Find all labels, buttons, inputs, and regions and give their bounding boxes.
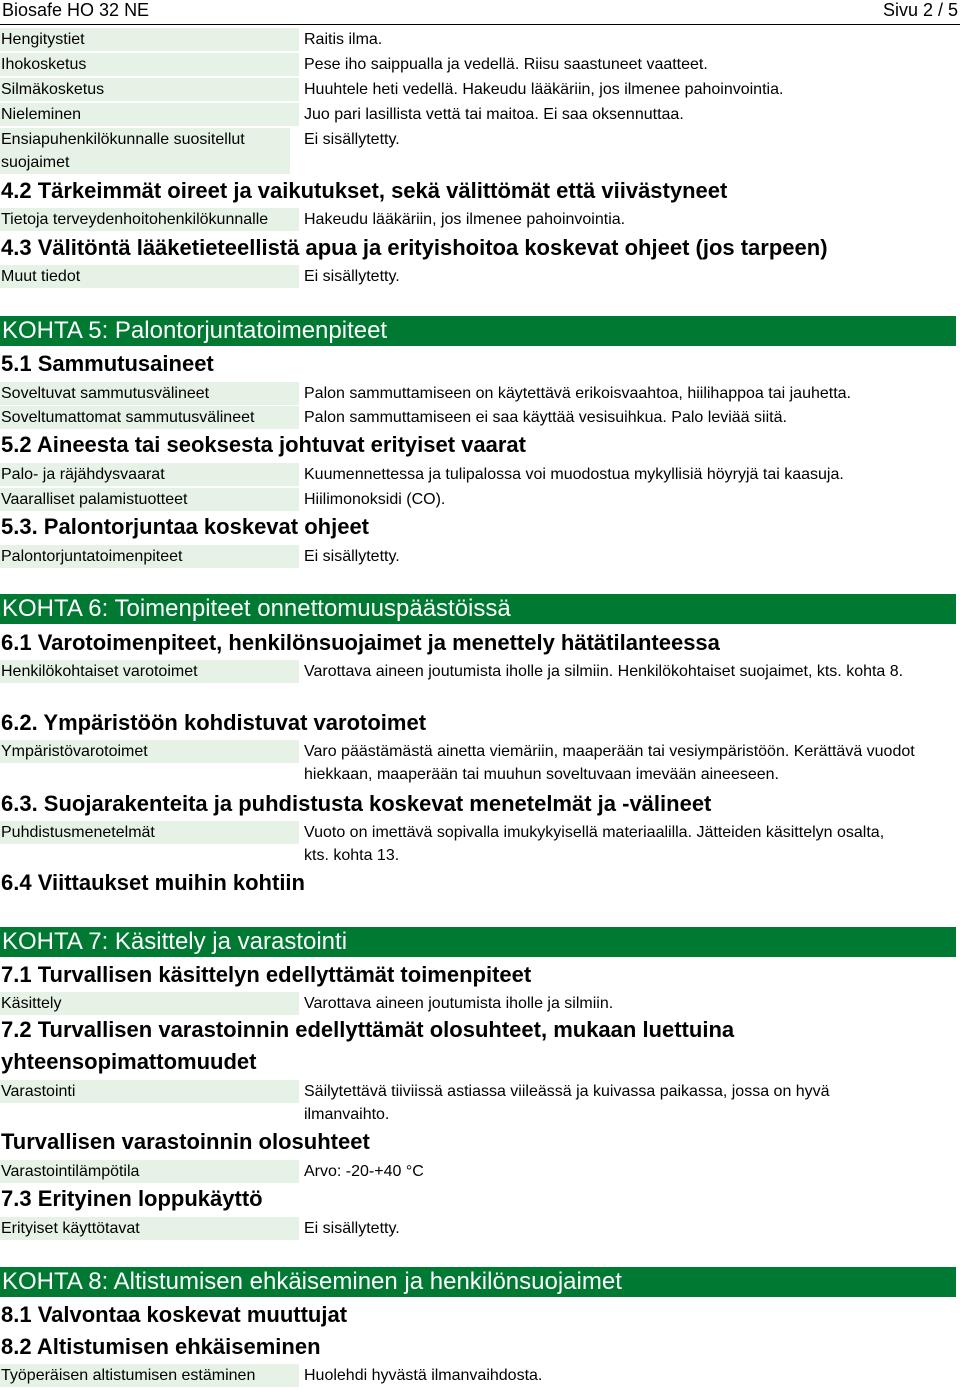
row-value: Juo pari lasillista vettä tai maitoa. Ei saa oksennuttaa. <box>304 106 684 123</box>
row-value: Säilytettävä tiiviissä astiassa viileässä ja kuivassa paikassa, jossa on hyvä ilmanvaihto. <box>304 1083 830 1123</box>
row-value: Arvo: -20-+40 °C <box>304 1163 424 1180</box>
heading-6-3: 6.3. Suojarakenteita ja puhdistusta koskevat menetelmät ja -välineet <box>1 791 712 816</box>
heading-4-2: 4.2 Tärkeimmät oireet ja vaikutukset, sekä välittömät että viivästyneet <box>1 178 728 203</box>
row-value: Varottava aineen joutumista iholle ja silmiin. <box>304 995 614 1012</box>
row-label: Työperäisen altistumisen estäminen <box>0 1364 299 1387</box>
heading-7-2: 7.2 Turvallisen varastoinnin edellyttämät olosuhteet, mukaan luettuina yhteensopimattomuudet <box>1 1017 735 1074</box>
section-5-title: KOHTA 5: Palontorjuntatoimenpiteet <box>0 316 956 346</box>
row-value: Ei sisällytetty. <box>304 548 400 565</box>
row-value: Palon sammuttamiseen on käytettävä erikoisvaahtoa, hiilihappoa tai jauhetta. <box>304 385 851 402</box>
row-value: Huuhtele heti vedellä. Hakeudu lääkäriin, jos ilmenee pahoinvointia. <box>304 81 784 98</box>
row-label: Ensiapuhenkilökunnalle suositellut suojaimet <box>0 128 290 174</box>
row-value: Varottava aineen joutumista iholle ja silmiin. Henkilökohtaiset suojaimet, kts. kohta 8. <box>304 663 904 680</box>
row-label: Tietoja terveydenhoitohenkilökunnalle <box>0 208 299 231</box>
heading-6-1: 6.1 Varotoimenpiteet, henkilönsuojaimet ja menettely hätätilanteessa <box>1 630 720 655</box>
row-label: Palo- ja räjähdysvaarat <box>0 463 299 486</box>
row-value: Kuumennettessa ja tulipalossa voi muodostua mykyllisiä höyryjä tai kaasuja. <box>304 466 844 483</box>
row-label: Käsittely <box>0 992 299 1015</box>
row-label: Ympäristövarotoimet <box>0 740 299 763</box>
row-value: Raitis ilma. <box>304 31 383 48</box>
heading-4-3: 4.3 Välitöntä lääketieteellistä apua ja erityishoitoa koskevat ohjeet (jos tarpeen) <box>1 235 828 260</box>
section-8-title: KOHTA 8: Altistumisen ehkäiseminen ja henkilönsuojaimet <box>0 1267 956 1297</box>
row-label: Henkilökohtaiset varotoimet <box>0 660 299 683</box>
row-label: Soveltuvat sammutusvälineet <box>0 382 299 405</box>
row-label: Ihokosketus <box>0 53 299 76</box>
row-label: Puhdistusmenetelmät <box>0 821 299 844</box>
row-value: Vuoto on imettävä sopivalla imukykyisellä materiaalilla. Jätteiden käsittelyn osalta, kts. kohta 13. <box>304 824 885 864</box>
row-value: Huolehdi hyvästä ilmanvaihdosta. <box>304 1367 543 1384</box>
row-value: Ei sisällytetty. <box>304 268 400 285</box>
row-value: Hiilimonoksidi (CO). <box>304 491 446 508</box>
heading-7-1: 7.1 Turvallisen käsittelyn edellyttämät toimenpiteet <box>1 962 532 987</box>
row-label: Muut tiedot <box>0 265 299 288</box>
heading-5-1: 5.1 Sammutusaineet <box>1 351 214 376</box>
document-title: Biosafe HO 32 NE <box>2 0 150 20</box>
page-number: Sivu 2 / 5 <box>882 0 958 20</box>
heading-6-2: 6.2. Ympäristöön kohdistuvat varotoimet <box>1 710 427 735</box>
row-label: Varastointi <box>0 1080 299 1103</box>
row-value: Palon sammuttamiseen ei saa käyttää vesisuihkua. Palo leviää siitä. <box>304 409 787 426</box>
row-value: Ei sisällytetty. <box>304 131 400 148</box>
row-label: Soveltumattomat sammutusvälineet <box>0 406 299 429</box>
row-label: Nieleminen <box>0 103 299 126</box>
page-header <box>0 0 960 25</box>
heading-storage-conditions: Turvallisen varastoinnin olosuhteet <box>1 1129 370 1154</box>
row-value: Varo päästämästä ainetta viemäriin, maaperään tai vesiympäristöön. Kerättävä vuodot hiekkaan, maaperään tai muuhun soveltuvaan imevään aineeseen. <box>304 743 915 783</box>
heading-6-4: 6.4 Viittaukset muihin kohtiin <box>1 870 305 895</box>
row-value: Pese iho saippualla ja vedellä. Riisu saastuneet vaatteet. <box>304 56 708 73</box>
heading-8-2: 8.2 Altistumisen ehkäiseminen <box>1 1334 321 1359</box>
heading-8-1: 8.1 Valvontaa koskevat muuttujat <box>1 1302 348 1327</box>
row-label: Varastointilämpötila <box>0 1160 299 1183</box>
row-label: Hengitystiet <box>0 28 299 51</box>
row-label: Silmäkosketus <box>0 78 299 101</box>
row-value: Ei sisällytetty. <box>304 1220 400 1237</box>
heading-7-3: 7.3 Erityinen loppukäyttö <box>1 1186 263 1211</box>
section-6-title: KOHTA 6: Toimenpiteet onnettomuuspäästöissä <box>0 594 956 624</box>
row-label: Palontorjuntatoimenpiteet <box>0 545 299 568</box>
heading-5-3: 5.3. Palontorjuntaa koskevat ohjeet <box>1 514 370 539</box>
row-value: Hakeudu lääkäriin, jos ilmenee pahoinvointia. <box>304 211 626 228</box>
row-label: Vaaralliset palamistuotteet <box>0 488 299 511</box>
section-7-title: KOHTA 7: Käsittely ja varastointi <box>0 927 956 957</box>
heading-5-2: 5.2 Aineesta tai seoksesta johtuvat erityiset vaarat <box>1 432 526 457</box>
row-label: Erityiset käyttötavat <box>0 1217 299 1240</box>
